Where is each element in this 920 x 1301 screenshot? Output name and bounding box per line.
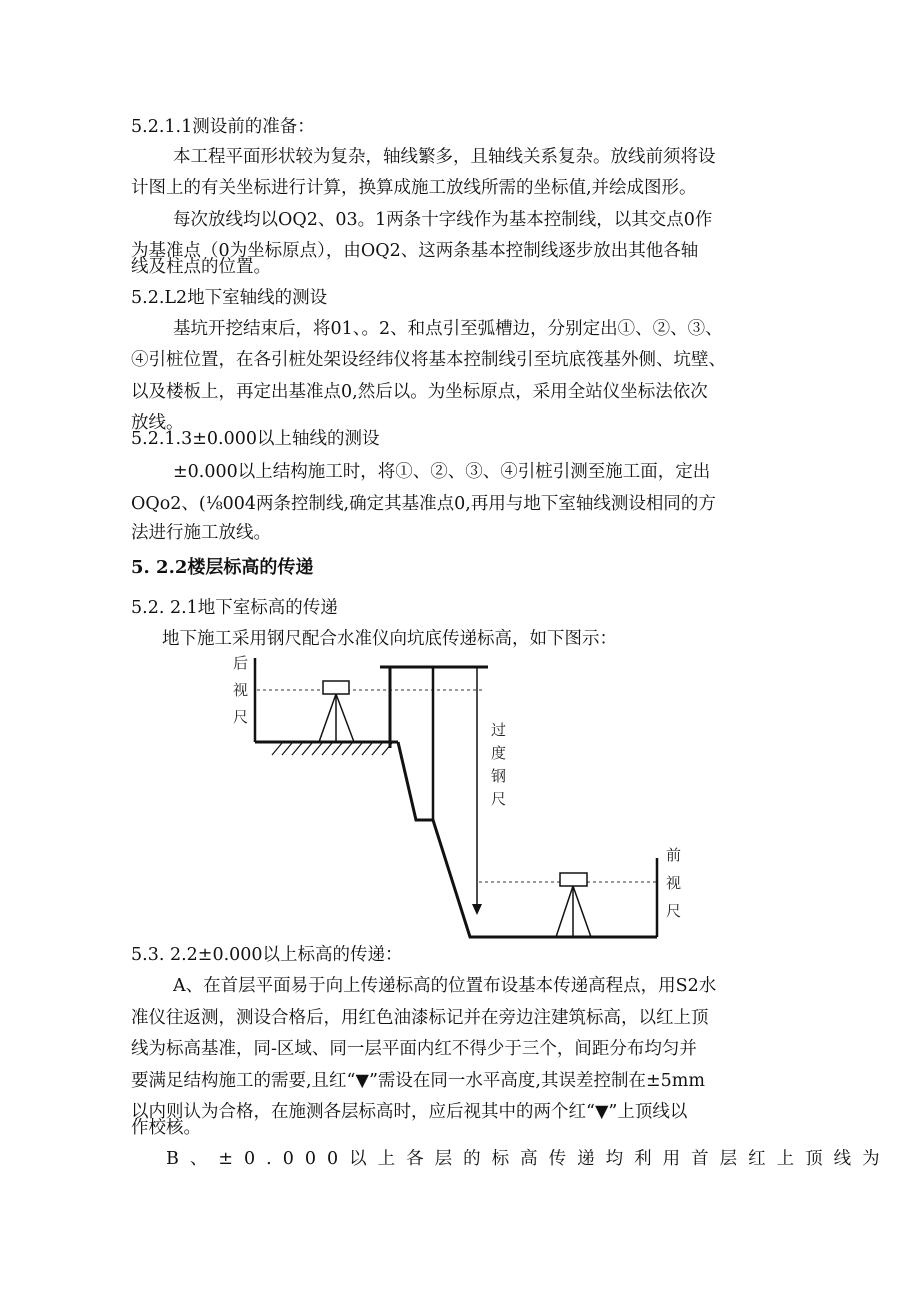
- level-instrument-upper: [319, 681, 354, 742]
- elevation-transfer-diagram: [220, 650, 700, 950]
- heading-5-2-2: 5. 2.2楼层标高的传递: [131, 557, 314, 578]
- back-rod-char: 后: [233, 654, 249, 672]
- paragraph-line: OQo2、(⅛004两条控制线,确定其基准点0,再用与地下室轴线测设相同的方: [131, 494, 716, 514]
- transition-tape-label: [491, 721, 506, 808]
- paragraph-line: 每次放线均以OQ2、03。1两条十字线作为基本控制线，以其交点0作: [173, 210, 713, 230]
- back-rod-label: [233, 654, 248, 726]
- paragraph-line: 本工程平面形状较为复杂，轴线繁多，且轴线关系复杂。放线前须将设: [173, 147, 716, 167]
- tape-weight-arrow: [472, 904, 482, 915]
- tape-char: 钢: [491, 767, 507, 785]
- paragraph-line: ±0.000以上结构施工时，将①、②、③、④引桩引测至施工面，定出: [173, 462, 711, 482]
- back-rod-char: 视: [233, 681, 249, 699]
- paragraph-line: 要满足结构施工的需要,且红“▼”需设在同一水平高度,其误差控制在±5mm: [131, 1071, 705, 1091]
- paragraph-line: 为基准点（0为坐标原点），由OQ2、这两条基本控制线逐步放出其他各轴: [131, 241, 699, 261]
- front-rod-char: 视: [666, 874, 682, 892]
- paragraph-line: ④引桩位置，在各引桩处架设经纬仪将基本控制线引至坑底筏基外侧、坑壁、: [131, 350, 726, 370]
- front-rod-char: 尺: [666, 902, 682, 920]
- ground-hatch: [272, 743, 392, 755]
- paragraph-line: 准仪往返测，测设合格后，用红色油漆标记并在旁边注建筑标高，以红上顶: [131, 1008, 709, 1028]
- paragraph-line: 放线。: [131, 413, 184, 433]
- heading-5-2-l2: 5.2.L2地下室轴线的测设: [131, 288, 328, 308]
- paragraph-line: 地下施工采用钢尺配合水准仪向坑底传递标高，如下图示：: [162, 629, 617, 649]
- paragraph-line: 线为标高基准，同-区域、同一层平面内红不得少于三个，间距分布均匀并: [131, 1039, 697, 1059]
- tape-char: 尺: [491, 790, 507, 808]
- tape-char: 过: [491, 721, 507, 739]
- paragraph-line: 作校核。: [131, 1118, 201, 1138]
- paragraph-line: 以及楼板上，再定出基准点0,然后以。为坐标原点，采用全站仪坐标法依次: [131, 382, 708, 402]
- level-instrument-lower: [556, 873, 591, 937]
- paragraph-line: A、在首层平面易于向上传递标高的位置布设基本传递高程点，用S2水: [173, 976, 717, 996]
- paragraph-line: 法进行施工放线。: [131, 523, 271, 543]
- paragraph-line: 线及柱点的位置。: [131, 257, 271, 277]
- paragraph-line: 计图上的有关坐标进行计算，换算成施工放线所需的坐标值,并绘成图形。: [131, 178, 697, 198]
- heading-5-2-2-1: 5.2. 2.1地下室标高的传递: [131, 598, 338, 618]
- back-rod-char: 尺: [233, 708, 249, 726]
- heading-5-3: 5.3. 2.2±0.000以上标高的传递：: [131, 945, 403, 965]
- paragraph-line: 以内则认为合格，在施测各层标高时，应后视其中的两个红“▼”上顶线以: [131, 1102, 688, 1122]
- pit-wall: [398, 742, 657, 937]
- heading-5-2-1-1: 5.2.1.1测设前的准备：: [131, 117, 315, 137]
- tape-char: 度: [491, 744, 507, 762]
- paragraph-line: 基坑开挖结束后，将01、。2、和点引至弧槽边，分别定出①、②、③、: [173, 319, 723, 339]
- front-rod-char: 前: [666, 846, 682, 864]
- paragraph-line: B、±0.000以上各层的标高传递均利用首层红上顶线为: [166, 1149, 891, 1169]
- heading-5-2-1-3: 5.2.1.3±0.000以上轴线的测设: [131, 429, 380, 449]
- front-rod-label: [666, 846, 681, 920]
